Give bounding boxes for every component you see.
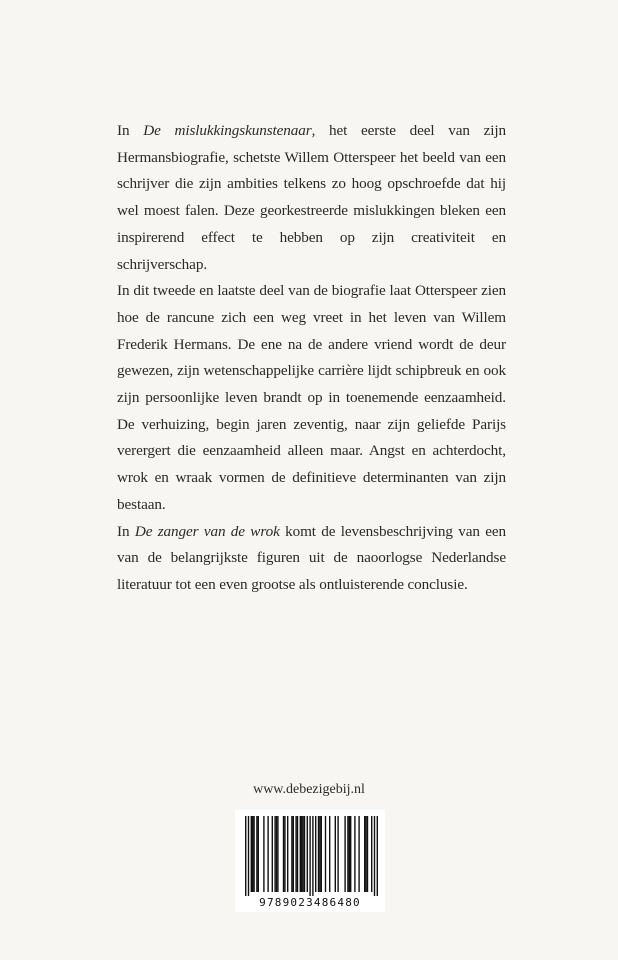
barcode-bar <box>344 816 345 892</box>
barcode-bar <box>307 816 308 892</box>
barcode-bar <box>358 816 359 892</box>
barcode-bar <box>325 816 326 892</box>
barcode-bar <box>329 816 330 892</box>
barcode-bar <box>263 816 264 892</box>
barcode-bar <box>354 816 355 892</box>
barcode-bar <box>283 816 284 892</box>
barcode-bar <box>347 816 348 892</box>
barcode-bar <box>251 816 252 892</box>
barcode-bar <box>267 816 268 892</box>
barcode-bar <box>274 816 275 892</box>
barcode-bar <box>371 816 372 892</box>
barcode-bar <box>256 816 257 892</box>
barcode-bar <box>364 816 365 892</box>
blurb-p3-text: komt de levensbeschrijving van een van de belangrijkste figuren uit de naoorlogse Nederlandse literatuur tot een even grootse als ontluisterende conclusie. <box>117 522 507 593</box>
blurb-paragraph-3 <box>117 519 506 599</box>
barcode-bar <box>377 816 378 896</box>
barcode-bar <box>374 816 375 896</box>
publisher-url: www.debezigebij.nl <box>253 782 365 797</box>
blurb-paragraph-2: In dit tweede en laatste deel van de biografie laat Otterspeer zien hoe de rancune zich een weg vreet in het leven van Willem Frederik Hermans. De ene na de andere vriend wordt de deur gewezen, zijn wetenschappelijke carrière lijdt schipbreuk en ook zijn persoonlijke leven brandt op in toenemende eenzaamheid. De verhuizing, begin jaren zeventig, naar zijn geliefde Parijs verergert die eenzaamheid alleen maar. Angst en achterdocht, wrok en wraak vormen de definitieve determinanten van zijn bestaan. <box>117 282 506 513</box>
barcode-bar <box>367 816 368 892</box>
barcode-bar <box>319 816 320 892</box>
isbn-number: 9789023486480 <box>235 896 385 909</box>
barcode-bar <box>284 816 285 892</box>
barcode-bar <box>301 816 302 892</box>
barcode-bar <box>312 816 313 896</box>
barcode-bar <box>350 816 351 892</box>
barcode-bar <box>349 816 350 892</box>
barcode-bar <box>291 816 292 892</box>
barcode-bar <box>277 816 278 892</box>
blurb-p1-text: , het eerste deel van zijn Hermansbiografie, schetste Willem Otterspeer het beeld van een schrijver die zijn ambities telkens zo hoog opschroefde dat hij wel moest falen. Deze georkestreerde mislukkingen bleken een inspirerend effect te hebben op zijn creativiteit en schrijverschap. <box>117 122 506 273</box>
barcode-bar <box>315 816 316 892</box>
barcode-bar <box>335 816 336 892</box>
barcode-bar <box>365 816 366 892</box>
barcode-bar <box>287 816 288 892</box>
blurb-paragraph-1 <box>117 118 506 278</box>
barcode-bar <box>321 816 322 892</box>
barcode-bar <box>245 816 246 896</box>
barcode-bar <box>272 816 273 892</box>
book-title-previous-volume: De mislukkingskunstenaar <box>143 122 312 139</box>
barcode-bar <box>309 816 310 896</box>
barcode-bar <box>293 816 294 892</box>
barcode-bar <box>248 816 249 896</box>
barcode-bar <box>337 816 338 892</box>
barcode-bar <box>295 816 296 892</box>
book-title-current-volume: De zanger van de wrok <box>134 522 280 540</box>
blurb-p3-lead: In <box>117 522 135 540</box>
barcode-bar <box>302 816 303 892</box>
barcode-bar <box>304 816 305 892</box>
barcode-bar <box>253 816 254 892</box>
back-cover-blurb <box>117 118 506 599</box>
barcode-bar <box>276 816 277 892</box>
barcode-bars <box>235 810 385 896</box>
blurb-p1-lead: In <box>117 122 144 139</box>
barcode-bar <box>318 816 319 892</box>
barcode-bar <box>297 816 298 892</box>
barcode-bar <box>252 816 253 892</box>
barcode-bar <box>258 816 259 892</box>
barcode-bar <box>300 816 301 892</box>
